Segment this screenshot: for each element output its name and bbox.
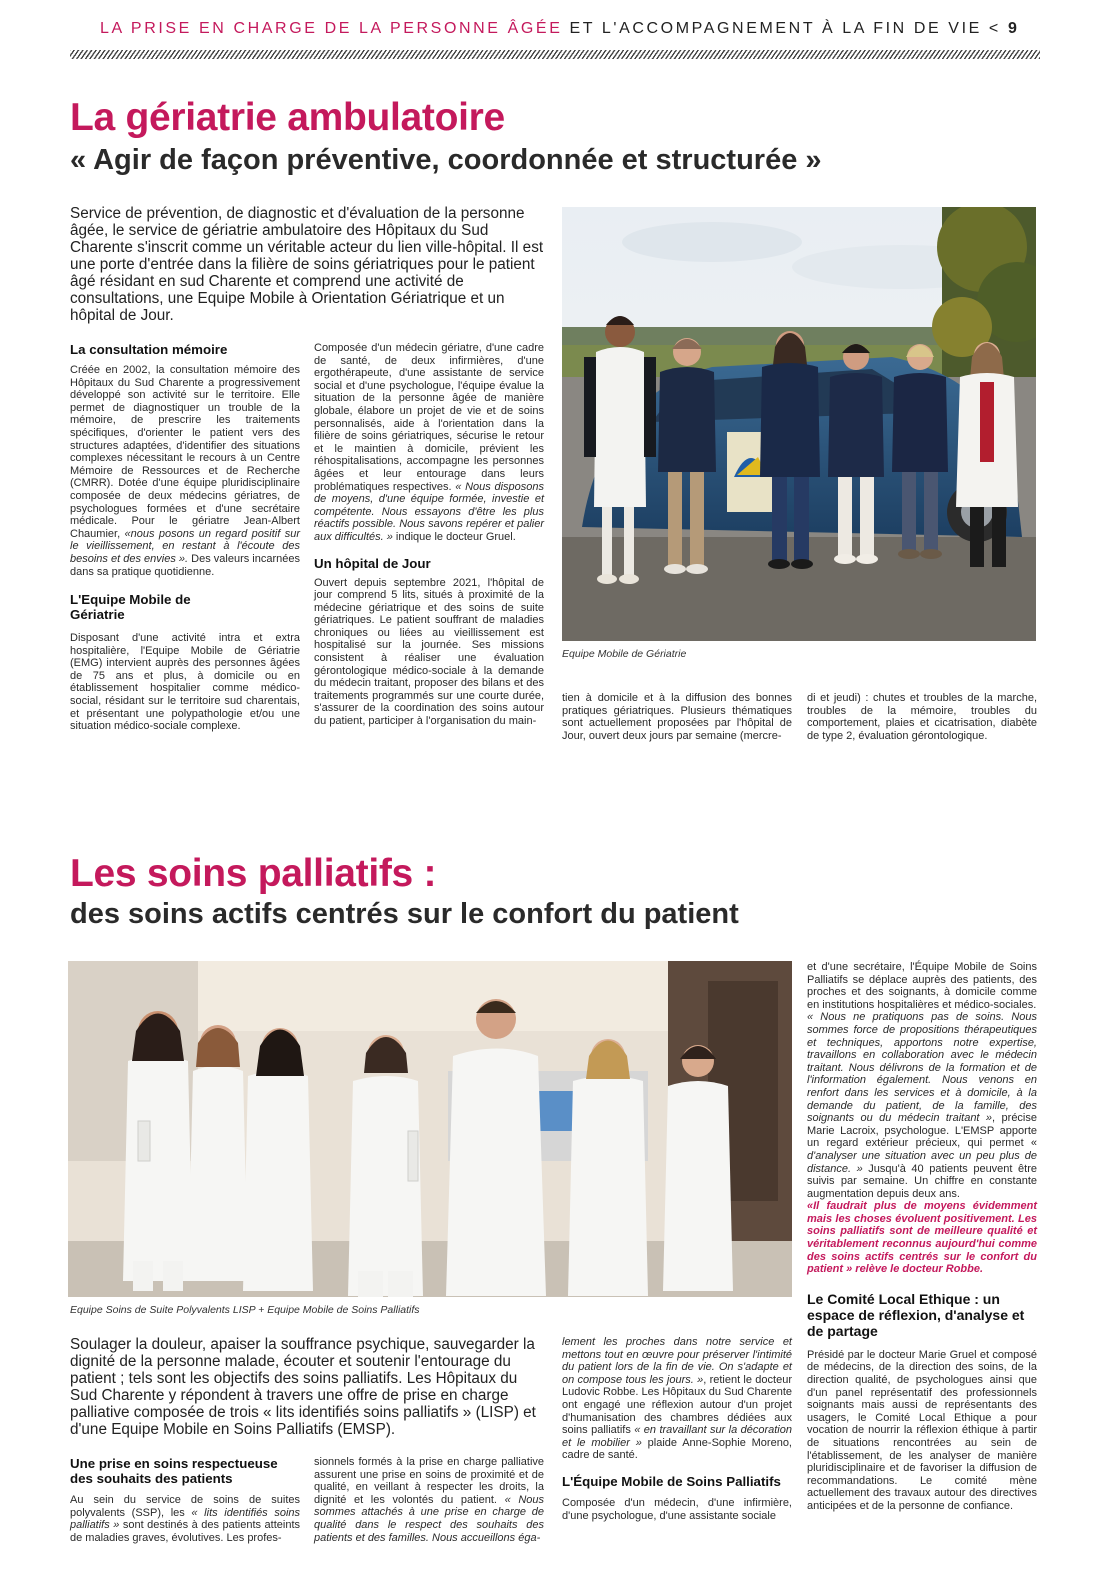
memory-consultation-text: Créée en 2002, la consultation mémoire des Hôpitaux du Sud Charente a progressivement développé son activité sur le territoire. Elle permet de diagnostiquer un trouble de la mémoire, de prescrire les traitements spécifiques, d'orienter le patient vers des structures adaptées, d'identifier des situations complexes nécessitant le recours à un Centre Mémoire de Ressources et de Recherche (CMRR). Dotée d'une équipe pluridisciplinaire composée de deux médecins gériatres, de psychologues formées et d'une secrétaire médicale. Pour le gériatre Jean-Albert Chaumier, «nous posons un regard positif sur le vieillissement, en restant à l'écoute des besoins et des envies ». Des valeurs incarnées dans sa pratique quotidienne. <box>70 364 300 578</box>
emsp-travel-text: et d'une secrétaire, l'Équipe Mobile de Soins Palliatifs se déplace auprès des patients, des proches et des soignants, à domicile comme en institutions hospitalières et médico-sociales. <box>807 961 1037 1011</box>
article1-column-2 <box>314 342 544 728</box>
section-title-part2: ET L'ACCOMPAGNEMENT À LA FIN DE VIE <box>562 20 982 37</box>
page-number: 9 <box>1007 20 1018 37</box>
article2-lead: Soulager la douleur, apaiser la souffrance psychique, sauvegarder la dignité de la personne malade, écouter et soutenir l'entourage du patient ; tels sont les objectifs des soins palliatifs. Les Hôpitaux du Sud Charente y répondent à travers une offre de prise en charge palliative composée de trois « lits identifiés soins palliatifs » (LISP) et d'une Equipe Mobile en Soins Palliatifs (EMSP). <box>70 1336 536 1438</box>
pull-quote: «Il faudrait plus de moyens évidemment mais les choses évoluent positivement. Les soins palliatifs sont de meilleure qualité et véritablement reconnus aujourd'hui comme des soins actifs centrés sur le confort du patient » relève le docteur Robbe. <box>807 1200 1037 1276</box>
humanisation-text: lement les proches dans notre service et mettons tout en œuvre pour préserver l'intimité du patient lors de la fin de vie. On s'adapte et on compose tous les jours. », retient le docteur Ludovic Robbe. Les Hôpitaux du Sud Charente ont engagé une réflexion autour d'un projet d'humanisation des chambres dédiées aux soins palliatifs « en travaillant sur la décoration et le mobilier » plaide Anne-Sophie Moreno, cadre de santé. <box>562 1336 792 1462</box>
day-hospital-themes: di et jeudi) : chutes et troubles de la marche, troubles de la mémoire, troubles du comportement, plaies et cicatrisation, diabète de type 2, évaluation gérontologique. <box>807 692 1037 742</box>
hatched-divider <box>70 50 1040 59</box>
article1-column-3 <box>562 692 792 742</box>
header-separator: < <box>981 20 1008 37</box>
ethics-committee-text: Présidé par le docteur Marie Gruel et composé de médecins, de la direction des soins, de la direction qualité, de psychologues ainsi que d'un panel représentatif des professionnels soignants mais aussi de représentants des usagers, le Comité Local Ethique a pour vocation de nourrir la réflexion éthique à partir de situations rencontrées au sein de l'établissement, de les analyser de manière pluridisciplinaire et de favoriser la diffusion de recommandations. Le comité mène actuellement des travaux autour des directives anticipées et de la personne de confiance. <box>807 1348 1037 1512</box>
ethics-committee-heading: Le Comité Local Ethique : un espace de réflexion, d'analyse et de partage <box>807 1290 1025 1339</box>
article1-column-1 <box>70 342 300 733</box>
section-title-part1: LA PRISE EN CHARGE DE LA PERSONNE ÂGÉE <box>100 20 563 37</box>
day-hospital-heading: Un hôpital de Jour <box>314 555 431 571</box>
article2-column-2 <box>314 1456 544 1544</box>
geriatric-team-photo <box>562 207 1036 641</box>
mobile-geriatric-team-heading: L'Equipe Mobile de Gériatrie <box>70 592 191 623</box>
palliative-team-photo <box>68 961 792 1297</box>
article1-column-4 <box>807 692 1037 742</box>
emsp-heading: L'Équipe Mobile de Soins Palliatifs <box>562 1473 781 1489</box>
article1-title: La gériatrie ambulatoire <box>70 96 505 139</box>
mobile-geriatric-team-text: Disposant d'une activité intra et extra hospitalière, l'Equipe Mobile de Gériatrie (EMG) intervient auprès des personnes âgées de 75 ans et plus, à domicile ou en établissement hospitalier comme médico-social, résidant sur le territoire sud charentais, et présentant une polypathologie et/ou une situation médico-sociale complexe. <box>70 632 300 733</box>
article1-lead: Service de prévention, de diagnostic et d'évaluation de la personne âgée, le service de gériatrie ambulatoire des Hôpitaux du Sud Charente s'inscrit comme un véritable acteur du lien ville-hôpital. Il est une porte d'entrée dans la filière de soins gériatriques pour le patient âgé résidant en sud Charente et comprend une activité de consultations, une Equipe Mobile à Orientation Gériatrique et un hôpital de Jour. <box>70 205 544 324</box>
palliative-staff-text: sionnels formés à la prise en charge palliative assurent une prise en soins de proximité et de qualité, en veillant à respecter les droits, la dignité et les volontés du patient. « Nous sommes attachés à une prise en charge de qualité dans le respect des souhaits des patients et des familles. Nous accueillons éga- <box>314 1456 544 1544</box>
photo1-caption: Equipe Mobile de Gériatrie <box>562 648 687 660</box>
article1-subtitle: « Agir de façon préventive, coordonnée et structurée » <box>70 144 822 176</box>
day-hospital-text: Ouvert depuis septembre 2021, l'hôpital de jour comprend 5 lits, situés à proximité de la médecine gériatrique et des soins de suite gériatriques. Le patient souffrant de maladies chroniques ou liées au vieillissement est hospitalisé sur la journée. Ses missions consistent à réaliser une évaluation gérontologique médico-sociale à la demande du médecin traitant, proposer des bilans et des traitements programmés sur une courte durée, s'assurer de la coordination des soins autour du patient, participer à l'organisation du main- <box>314 576 544 728</box>
article2-column-1 <box>70 1456 300 1544</box>
article2-subtitle: des soins actifs centrés sur le confort du patient <box>70 898 739 930</box>
respectful-care-heading: Une prise en soins respectueuse des souhaits des patients <box>70 1456 278 1486</box>
article2-column-3 <box>562 1336 792 1522</box>
running-header <box>100 20 1040 44</box>
emsp-composition-text: Composée d'un médecin, d'une infirmière, d'une psychologue, d'une assistante sociale <box>562 1496 792 1522</box>
memory-consultation-heading: La consultation mémoire <box>70 342 228 357</box>
respectful-care-text: Au sein du service de soins de suites polyvalents (SSP), les « lits identifiés soins palliatifs » sont destinés à des patients atteints de maladies graves, évolutives. Les profes- <box>70 1494 301 1544</box>
day-hospital-continued: tien à domicile et à la diffusion des bonnes pratiques gériatriques. Plusieurs thématiques sont actuellement proposées par l'hôpital de Jour, ouvert deux jours par semaine (mercre- <box>562 692 792 742</box>
article2-title: Les soins palliatifs : <box>70 852 437 895</box>
emsp-quote-paragraph: « Nous ne pratiquons pas de soins. Nous sommes force de propositions thérapeutiques et techniques, apportons notre expertise, travaillons en collaboration avec le médecin traitant. Nous délivrons de la formation et de l'information également. Nous venons en renfort dans les services et à domicile, à la demande du patient, de la famille, des soignants ou du médecin traitant », précise Marie Lacroix, psychologue. L'EMSP apporte un regard extérieur précieux, qui permet « d'analyser une situation avec un peu plus de distance. » Jusqu'à 40 patients peuvent être suivis par semaine. Un chiffre en constante augmentation depuis deux ans. <box>807 1011 1037 1200</box>
photo2-caption: Equipe Soins de Suite Polyvalents LISP + Equipe Mobile de Soins Palliatifs <box>70 1304 420 1316</box>
team-composition-text: Composée d'un médecin gériatre, d'une cadre de santé, de deux infirmières, d'une ergothérapeute, d'une assistante de service social et d'une psychologue, l'équipe évalue la situation de la personne âgée de manière globale, élabore un projet de vie et de soins personnalisés, aide à l'orientation dans la filière de soins gériatriques, sécurise le retour et le maintien à domicile, prévient les réhospitalisations, accompagne les personnes âgées et leur entourage dans leurs problématiques respectives. « Nous disposons de moyens, d'une équipe formée, investie et compétente. Nous essayons d'être les plus réactifs possible. Nous savons repérer et palier aux difficultés. » indique le docteur Gruel. <box>314 342 544 543</box>
article2-right-column <box>807 961 1037 1513</box>
